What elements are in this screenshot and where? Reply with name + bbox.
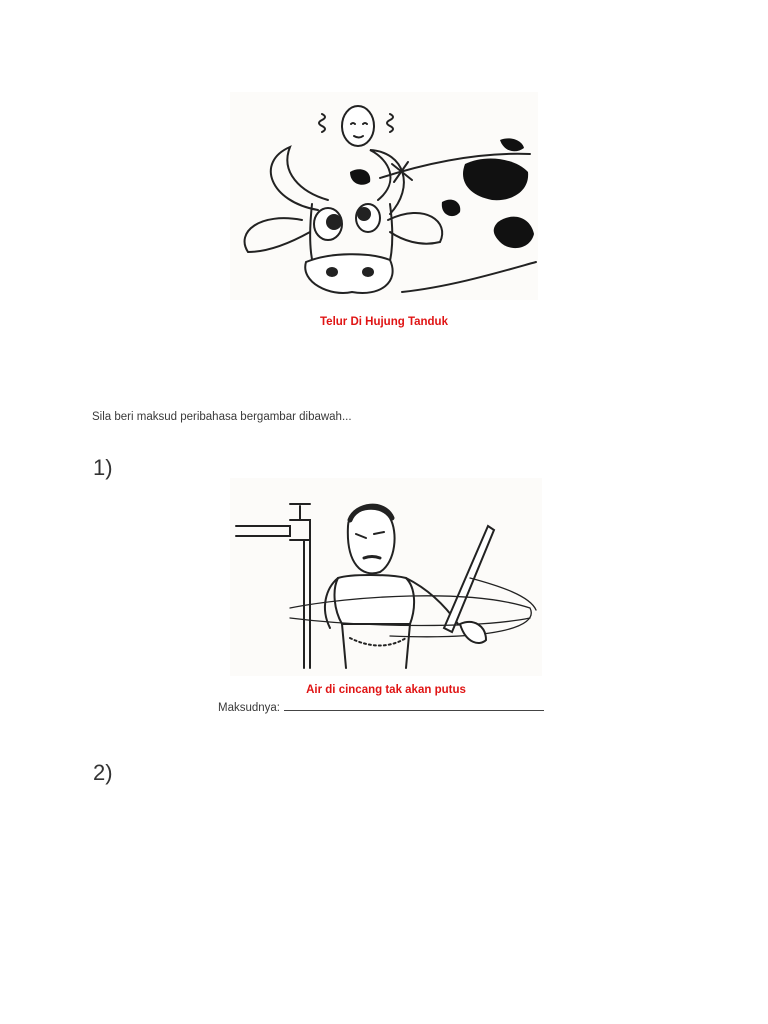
question-1-number: 1) — [93, 455, 113, 480]
water-cutting-illustration — [230, 478, 542, 676]
question-1-answer-row — [218, 700, 544, 714]
cow-with-egg-icon — [230, 92, 538, 300]
answer-line-field[interactable] — [284, 700, 544, 711]
cow-egg-illustration — [230, 92, 538, 300]
answer-label: Maksudnya: — [218, 702, 281, 714]
example-caption: Telur Di Hujung Tanduk — [320, 316, 448, 328]
question-1-caption: Air di cincang tak akan putus — [306, 684, 466, 696]
question-2-number: 2) — [93, 760, 113, 785]
man-cutting-water-icon — [230, 478, 542, 676]
instruction-text: Sila beri maksud peribahasa bergambar dibawah... — [92, 411, 352, 423]
